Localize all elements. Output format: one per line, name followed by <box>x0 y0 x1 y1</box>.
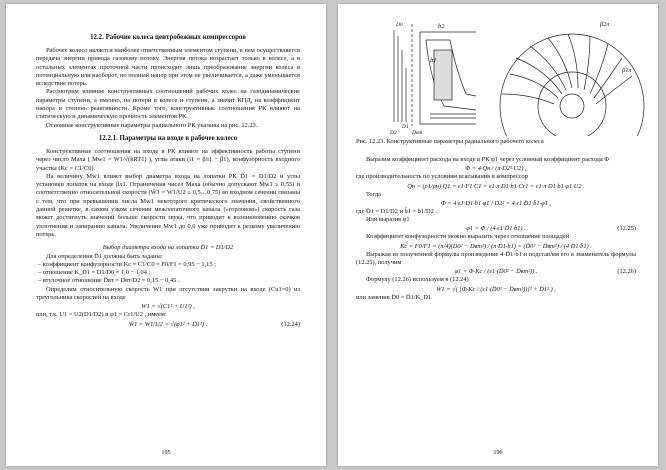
label-d2: D2 <box>390 130 397 136</box>
paragraph: Конструктивные соотношения на входе в РК влияют на эффективность работы ступени через число Маха ( Mw1 = W1/√(kRT1) ), углы атаки (i1 = βл1 − β1), конфузорность входного участка (Kc = C1/C0). <box>36 147 300 172</box>
paragraph: Выражая из полученной формулы произведение 4·D̄1·b̄1 и подставляя его в знаменатель формулы (12.25), получим <box>356 250 636 267</box>
formula-number: (12.24) <box>281 320 300 328</box>
formula: Kc = F0/F1 = (π/4)(D0² − Dвт²) / (π·D1·b1) = (D̄0² − D̄вт²) / (4·D̄1·b̄1) . <box>400 242 592 250</box>
paragraph: или, т.к. U1 = U2(D1/D2) и φ1 = Cr1/U2 , имеем: <box>36 311 167 319</box>
paragraph: Основные конструктивные параметры радиального РК указаны на рис. 12.23. <box>46 121 258 129</box>
subheading: Выбор диаметра входа на лопатки D̄1 = D1/D2 <box>102 244 234 252</box>
paragraph: Выразим коэффициент расхода на входе в РК φ1 через условный коэффициент расхода Φ <box>366 156 610 163</box>
section-heading-12-2-1: 12.2.1. Параметры на входе в рабочее колесо <box>98 134 238 142</box>
list-item: – втулочное отношение D̄вт = Dвт/D2 = 0,15 − 0,45 . <box>38 277 180 285</box>
list-item: – отношение K_D1 = D1/D0 = 1,0 − 1,04 ; <box>38 269 151 277</box>
paragraph: На величину Mw1 влияет выбор диаметра входа на лопатки РК D̄1 = D1/D2 и углы установки лопаток на входе βл1. Ограничения чисел Маха (обычно допускают Mw1 ≤ 0,55) и соответственно относительной скорости (W̄1 = W1/U2 ≤ 0,5…0,75) во входном сечении связаны с тем, что при превышении числа Mw1 некоторого критического значения, свойственного данной решетке, в самом узком сечении межлопаточного канала («горловом») скорость газа может достигнуть значений больше скорости звука, что приводит к возникновению скачков уплотнения и запиранию канала. Увеличение Mw1 до 0,6 уже приводит к резкому увеличению потерь. <box>36 172 300 238</box>
formula: W1 = √(C1² + U1²) , <box>141 303 195 311</box>
caption-text: Рис. 12.23. Конструктивные параметры радиального рабочего колеса <box>356 138 544 145</box>
formula-12-24 <box>36 320 300 329</box>
paragraph: Для определения D̄1 должны быть заданы: <box>46 252 163 260</box>
paragraph: где D̄1 = D1/D2 и b̄1 = b1/D2 . <box>356 207 437 215</box>
figure-caption <box>356 138 636 145</box>
page-number: 195 <box>161 449 171 456</box>
section-heading-12-2: 12.2. Рабочие колеса центробежных компрессоров <box>90 34 246 41</box>
left-page <box>6 4 326 466</box>
formula-body: φ1 = Φ·Kc / (ε1·(D̄0² − D̄вт²)) . <box>454 268 538 276</box>
paragraph: где производительность по условиям всасывания в компрессор <box>356 173 528 181</box>
formula-body: W̄1 = W1/U2 = √(φ1² + D̄1²) . <box>128 320 208 328</box>
paragraph: Коэффициент конфузорности можно выразить через отношение площадей <box>366 233 570 241</box>
paragraph: Формулу (12.26) используем в (12.24) <box>366 276 469 284</box>
label-dvt: Dвт <box>412 130 423 136</box>
label-beta2: β2л <box>600 21 610 28</box>
page-number: 196 <box>493 449 503 456</box>
formula: Φ = 4·ε1·D1·b1·φ1 / D2² = 4·ε1·D̄1·b̄1·φ1 , <box>440 199 552 207</box>
paragraph: Рабочее колесо является наиболее ответственным элементом ступени, в нем осуществляется передача энергии привода газовому потоку. Энергия потока возрастает только в колесе, а в остальных элементах проточной части происходит лишь преобразование энергии колеса в потенциальную или наоборот, но полный напор при этом не увеличивается, а даже уменьшается вследствие потерь. <box>36 47 300 88</box>
paragraph: или заменив D̄0 = D̄1/K_D1 <box>356 293 432 301</box>
formula: Qн = (ρ1/ρн)·Q1 = ε1·F1·C1 = ε1·π·D1·b1·Cr1 = ε1·π·D1·b1·φ1·U2 . <box>407 182 585 190</box>
paragraph: Рассмотрим влияние конструктивных соотношений рабочих колес на газодинамические параметры ступени, а именно, на потери в колесе и ступени, а значит КПД, на коэффициент напора и степень реактивности. Кроме того, конструктивные соотношения РК влияют на статическую и динамическую прочность элементов РК. <box>36 88 300 121</box>
label-d0: D0 <box>396 22 403 28</box>
paragraph: Тогда <box>366 190 382 198</box>
label-b2: b2 <box>438 23 445 30</box>
formula-12-25 <box>356 224 636 233</box>
impeller-figure <box>390 10 652 136</box>
formula-body: φ1 = Φ / (4·ε1·D̄1·b̄1) . <box>466 225 526 233</box>
list-item: – коэффициент конфузорности Kc = C1/C0 = F0/F1 = 0,95 − 1,15 ; <box>38 260 216 268</box>
label-beta1: β1л <box>622 67 632 74</box>
right-page <box>338 4 658 466</box>
formula: Φ = 4·Qн / (π·D2²·U2) , <box>465 165 527 173</box>
paragraph: Или выразив φ1 <box>366 216 410 224</box>
label-b1: b1 <box>430 57 437 64</box>
formula-number: (12.26) <box>617 268 636 276</box>
paragraph: Определим относительную скорость W1 при отсутствии закрутки на входе (Cu1=0) из треугольника скоростей на входе <box>36 285 300 302</box>
formula-number: (12.25) <box>617 225 636 233</box>
formula-12-26 <box>356 267 636 276</box>
formula: W̄1 = √( [Φ·Kc / (ε1·(D̄0² − D̄вт²))]² + D̄1² ) , <box>436 285 556 293</box>
label-d1: D1 <box>402 124 409 130</box>
right-body <box>356 156 636 302</box>
